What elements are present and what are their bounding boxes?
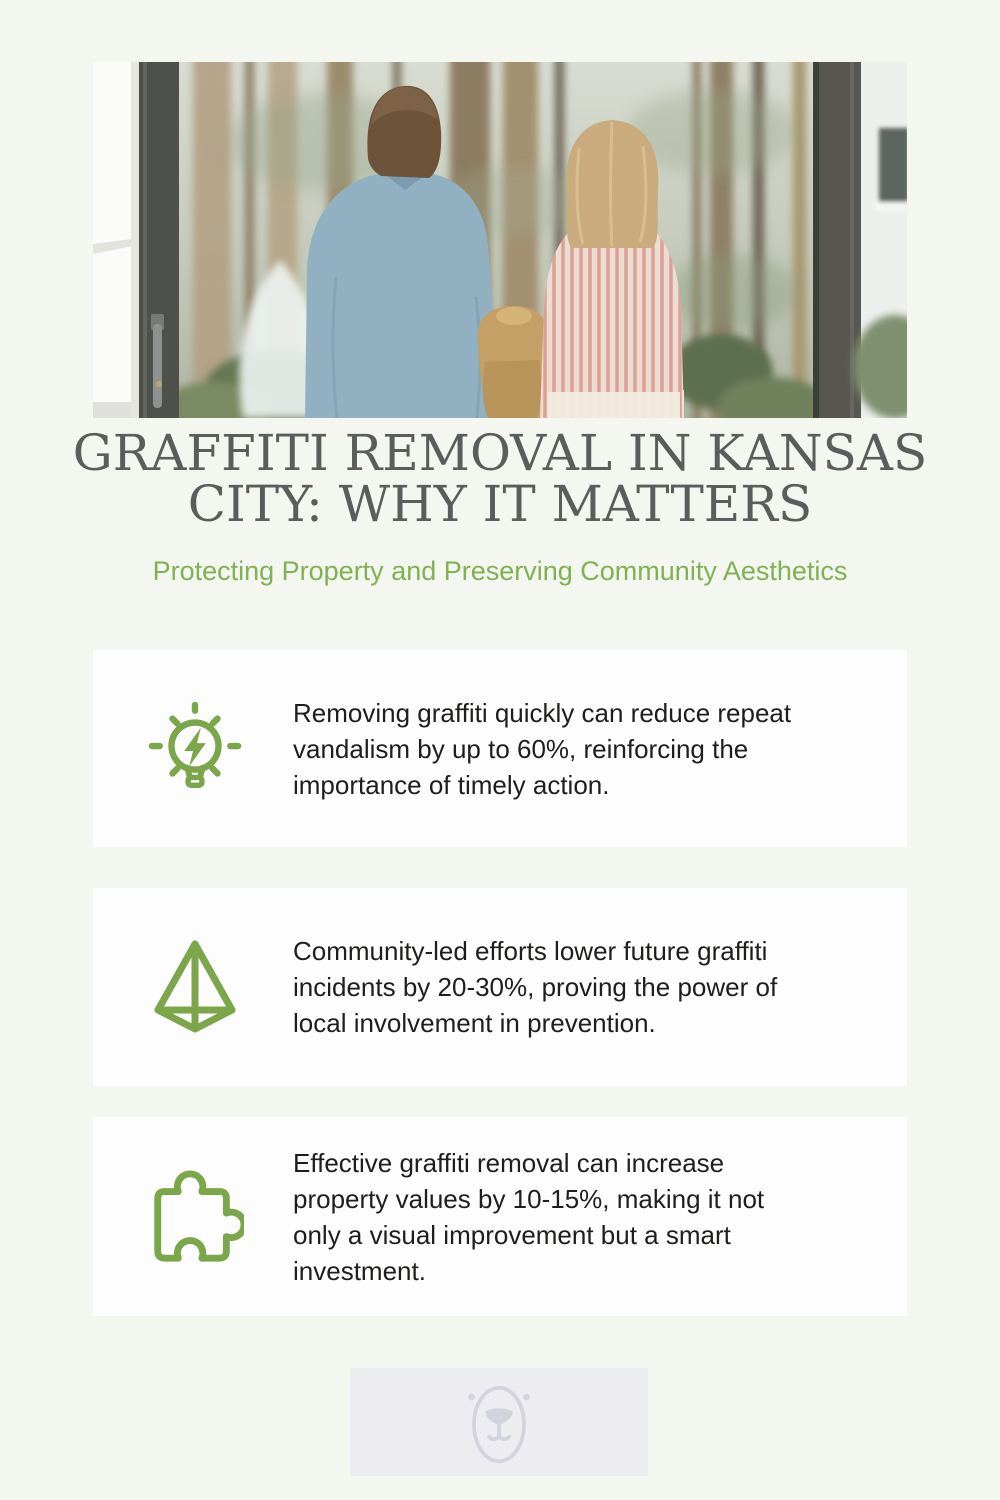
card-text: Effective graffiti removal can increase property values by 10-15%, making it not only a visual improvement but a smart investment. [293,1147,765,1286]
lightbulb-energy-icon [145,700,245,798]
bear-face-icon [457,1372,541,1472]
footer-logo-placeholder [350,1368,648,1476]
title-line-1: GRAFFITI REMOVAL IN KANSAS [72,424,928,482]
info-card-repeat-vandalism [93,650,907,847]
info-card-community-efforts [93,888,907,1086]
page-subtitle: Protecting Property and Preserving Community Aesthetics [152,556,848,586]
page-title [60,424,940,533]
card-text: Removing graffiti quickly can reduce repeat vandalism by up to 60%, reinforcing the importance of timely action. [293,697,792,800]
family-window-forest-illustration [93,62,907,418]
title-line-2: CITY: WHY IT MATTERS [187,475,813,533]
info-card-property-values [93,1117,907,1316]
pyramid-icon [145,937,245,1037]
card-text: Community-led efforts lower future graffiti incidents by 20-30%, proving the power of local involvement in prevention. [293,936,778,1038]
puzzle-piece-icon [145,1168,245,1266]
hero-image [93,62,907,418]
